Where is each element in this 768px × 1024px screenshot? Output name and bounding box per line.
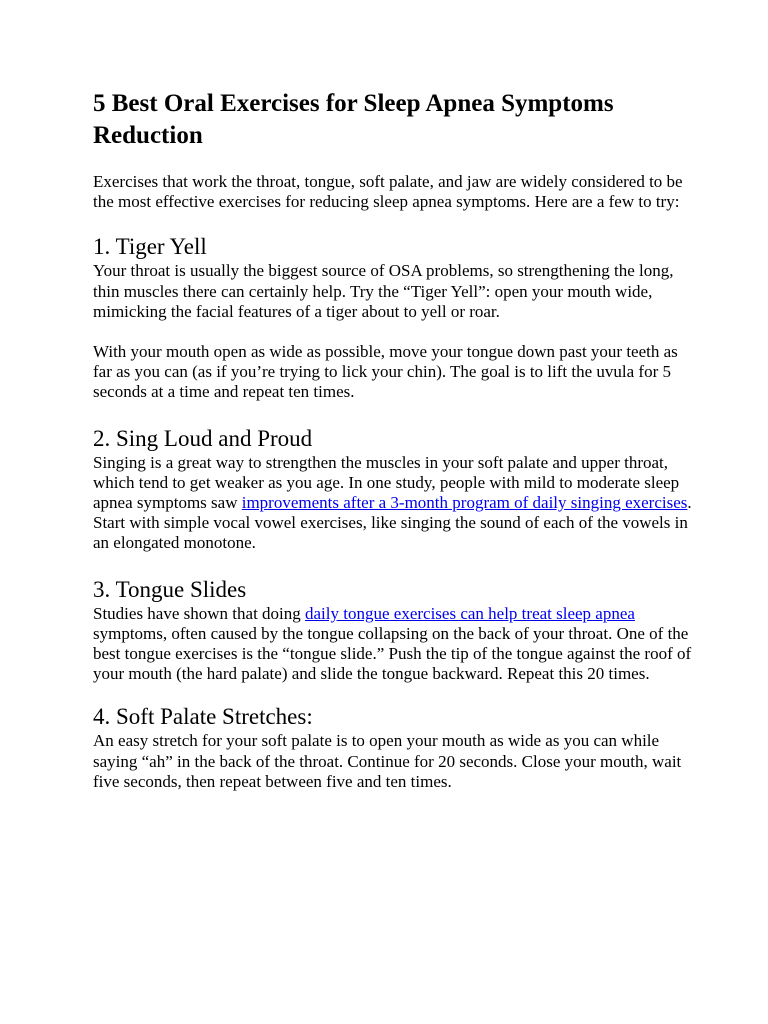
section-heading-sing-loud: 2. Sing Loud and Proud (93, 425, 313, 451)
section-heading-tiger-yell: 1. Tiger Yell (93, 234, 207, 260)
sing-loud-paragraph-1 (93, 453, 693, 514)
sing-loud-text-before: Singing is a great way to strengthen the muscles in your soft palate and upper throat, which tend to get weaker as you age. In one study, people with mild to moderate sleep apnea symptoms saw (93, 452, 680, 513)
tongue-slides-text-after: symptoms, often caused by the tongue collapsing on the back of your throat. One of the best tongue exercises is the “tongue slide.” Push the tip of the tongue against the roof of your mouth (the hard palate) and slide the tongue backward. Repeat this 20 times. (93, 623, 692, 684)
tongue-slides-paragraph (93, 604, 693, 685)
tongue-slides-text-before: Studies have shown that doing (93, 603, 306, 623)
soft-palate-paragraph: An easy stretch for your soft palate is to open your mouth as wide as you can while saying “ah” in the back of the throat. Continue for 20 seconds. Close your mouth, wait five seconds, then repeat between five and ten times. (93, 731, 682, 791)
tongue-exercises-link[interactable]: daily tongue exercises can help treat sleep apnea (305, 603, 635, 623)
tiger-yell-paragraph-1: Your throat is usually the biggest source of OSA problems, so strengthening the long, thin muscles there can certainly help. Try the “Tiger Yell”: open your mouth wide, mimicking the facial features of a tiger about to yell or roar. (93, 261, 674, 321)
tiger-yell-paragraph-2: With your mouth open as wide as possible, move your tongue down past your teeth as far as you can (as if you’re trying to lick your chin). The goal is to lift the uvula for 5 seconds at a time and repeat ten times. (93, 342, 678, 402)
sing-loud-paragraph-2: Start with simple vocal vowel exercises, like singing the sound of each of the vowels in an elongated monotone. (93, 513, 688, 553)
intro-paragraph: Exercises that work the throat, tongue, soft palate, and jaw are widely considered to be the most effective exercises for reducing sleep apnea symptoms. Here are a few to try: (93, 172, 683, 212)
section-heading-soft-palate: 4. Soft Palate Stretches: (93, 704, 313, 730)
sing-loud-text-after: . (687, 493, 692, 513)
document-page (93, 88, 693, 792)
page-title: 5 Best Oral Exercises for Sleep Apnea Symptoms Reduction (93, 90, 614, 149)
singing-study-link[interactable]: improvements after a 3-month program of daily singing exercises (241, 493, 688, 513)
section-heading-tongue-slides: 3. Tongue Slides (93, 576, 247, 602)
